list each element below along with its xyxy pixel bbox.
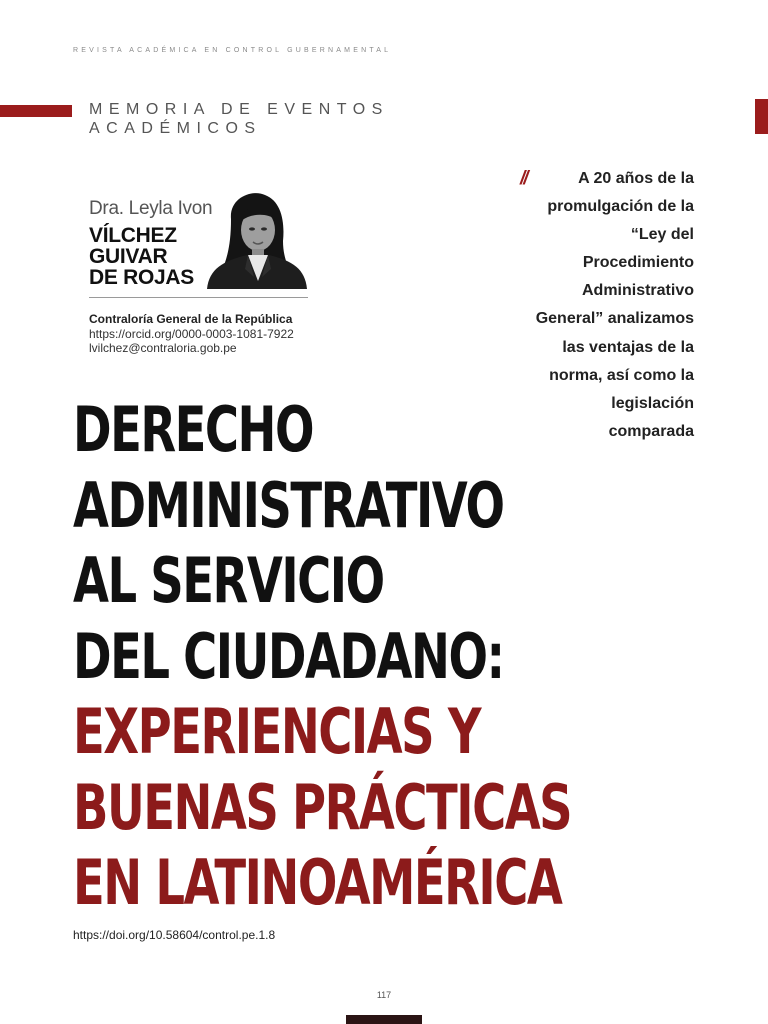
- footer-bar: [346, 1015, 422, 1024]
- author-last-name: [89, 225, 194, 288]
- email-link[interactable]: lvilchez@contraloria.gob.pe: [89, 341, 237, 355]
- article-title: [73, 392, 571, 921]
- quote-mark-icon: //: [520, 168, 527, 189]
- author-first-name: Dra. Leyla Ivon: [89, 198, 213, 219]
- title-line-highlight: BUENAS PRÁCTICAS: [73, 770, 572, 844]
- author-last-name-line: GUIVAR: [89, 245, 168, 268]
- section-heading-line-2: ACADÉMICOS: [89, 120, 262, 137]
- journal-name: REVISTA ACADÉMICA EN CONTROL GUBERNAMENTAL: [73, 47, 392, 54]
- doi-link[interactable]: https://doi.org/10.58604/control.pe.1.8: [73, 928, 276, 942]
- section-heading-line-1: MEMORIA DE EVENTOS: [89, 101, 389, 118]
- author-affiliation: Contraloría General de la República: [89, 312, 293, 326]
- title-line-highlight: EXPERIENCIAS Y: [73, 695, 481, 768]
- title-line: DEL CIUDADANO:: [73, 619, 504, 693]
- section-heading: [89, 100, 389, 138]
- title-line-highlight: EN LATINOAMÉRICA: [73, 846, 562, 919]
- author-portrait: [201, 189, 309, 289]
- page-number: 117: [376, 990, 392, 1000]
- author-divider: [89, 297, 308, 298]
- orcid-link[interactable]: https://orcid.org/0000-0003-1081-7922: [89, 327, 294, 341]
- title-line: DERECHO: [73, 393, 314, 466]
- title-line: ADMINISTRATIVO: [73, 468, 504, 542]
- accent-bar-right: [755, 99, 768, 134]
- author-last-name-line: VÍLCHEZ: [89, 224, 177, 247]
- author-last-name-line: DE ROJAS: [89, 266, 194, 289]
- accent-bar-left: [0, 105, 72, 117]
- pull-quote: A 20 años de la promulgación de la “Ley del Procedimiento Administrativo General” analizamos las ventajas de la norma, así como la legislación comparada: [535, 170, 694, 440]
- title-line: AL SERVICIO: [73, 544, 384, 617]
